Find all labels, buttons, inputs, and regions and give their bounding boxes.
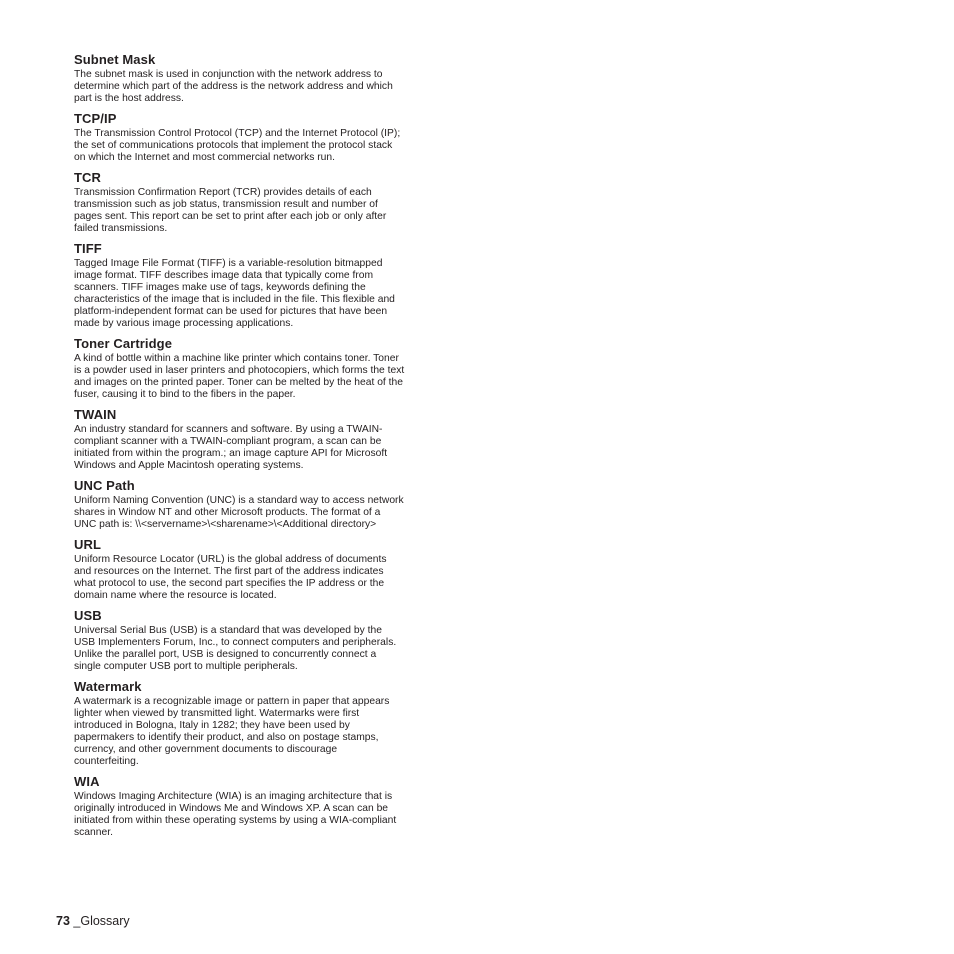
glossary-definition: The subnet mask is used in conjunction with the network address to determine which part of the address is the network address and which part is the host address. bbox=[74, 69, 393, 104]
glossary-term: Toner Cartridge bbox=[74, 336, 173, 351]
glossary-term: USB bbox=[74, 608, 102, 623]
glossary-definition: Tagged Image File Format (TIFF) is a variable-resolution bitmapped image format. TIFF describes image data that typically come from scanners. TIFF images make use of tags, keywords defining the characteristics of the image that is included in the file. This flexible and platform-independent format can be used for pictures that have been made by various image processing applications. bbox=[74, 258, 395, 329]
glossary-entry-toner-cartridge bbox=[74, 336, 454, 401]
glossary-definition: A kind of bottle within a machine like printer which contains toner. Toner is a powder used in laser printers and photocopiers, which forms the text and images on the printed paper. Toner can be melted by the heat of the fuser, causing it to bind to the fibers in the paper. bbox=[74, 353, 405, 400]
glossary-definition: Uniform Resource Locator (URL) is the global address of documents and resources on the Internet. The first part of the address indicates what protocol to use, the second part specifies the IP address or the domain name where the resource is located. bbox=[74, 554, 387, 601]
glossary-term: URL bbox=[74, 537, 102, 552]
section-name: _Glossary bbox=[73, 914, 130, 928]
glossary-term: Subnet Mask bbox=[74, 52, 156, 67]
page-number: 73 bbox=[56, 914, 70, 928]
glossary-definition: Universal Serial Bus (USB) is a standard that was developed by the USB Implementers Forum, Inc., to connect computers and peripherals. Unlike the parallel port, USB is designed to concurrently connect a single computer USB port to multiple peripherals. bbox=[74, 625, 397, 672]
glossary-entry-tcp-ip bbox=[74, 111, 454, 164]
glossary-definition: The Transmission Control Protocol (TCP) and the Internet Protocol (IP); the set of communications protocols that implement the protocol stack on which the Internet and most commercial networks run. bbox=[74, 128, 401, 163]
glossary-term: Watermark bbox=[74, 679, 142, 694]
glossary-term: TWAIN bbox=[74, 407, 117, 422]
glossary-definition: Transmission Confirmation Report (TCR) provides details of each transmission such as job status, transmission result and number of pages sent. This report can be set to print after each job or only after failed transmissions. bbox=[74, 187, 387, 234]
glossary-entry-unc-path bbox=[74, 478, 454, 531]
glossary-entry-twain bbox=[74, 407, 454, 472]
glossary-term: TCR bbox=[74, 170, 102, 185]
glossary-entry-tiff bbox=[74, 241, 454, 330]
glossary-entry-tcr bbox=[74, 170, 454, 235]
glossary-entry-wia bbox=[74, 774, 454, 839]
glossary-entry-watermark bbox=[74, 679, 454, 768]
glossary-definition: An industry standard for scanners and software. By using a TWAIN- compliant scanner with a TWAIN-compliant program, a scan can be initiated from within the program.; an image capture API for Microsoft Windows and Apple Macintosh operating systems. bbox=[74, 424, 388, 471]
glossary-term: TIFF bbox=[74, 241, 102, 256]
page-footer bbox=[56, 913, 130, 929]
glossary-entry-usb bbox=[74, 608, 454, 673]
glossary-definition: A watermark is a recognizable image or pattern in paper that appears lighter when viewed by transmitted light. Watermarks were first introduced in Bologna, Italy in 1282; they have been used by papermakers to identify their product, and also on postage stamps, currency, and other government documents to discourage counterfeiting. bbox=[74, 696, 390, 767]
glossary-term: TCP/IP bbox=[74, 111, 117, 126]
glossary-term: UNC Path bbox=[74, 478, 135, 493]
glossary-list bbox=[74, 52, 454, 839]
glossary-definition: Uniform Naming Convention (UNC) is a standard way to access network shares in Window NT and other Microsoft products. The format of a UNC path is: \\<servername>\<sharename>\<Additional directory> bbox=[74, 495, 404, 530]
glossary-term: WIA bbox=[74, 774, 100, 789]
glossary-entry-url bbox=[74, 537, 454, 602]
glossary-definition: Windows Imaging Architecture (WIA) is an imaging architecture that is originally introduced in Windows Me and Windows XP. A scan can be initiated from within these operating systems by using a WIA-compliant scanner. bbox=[74, 791, 397, 838]
glossary-entry-subnet-mask bbox=[74, 52, 454, 105]
